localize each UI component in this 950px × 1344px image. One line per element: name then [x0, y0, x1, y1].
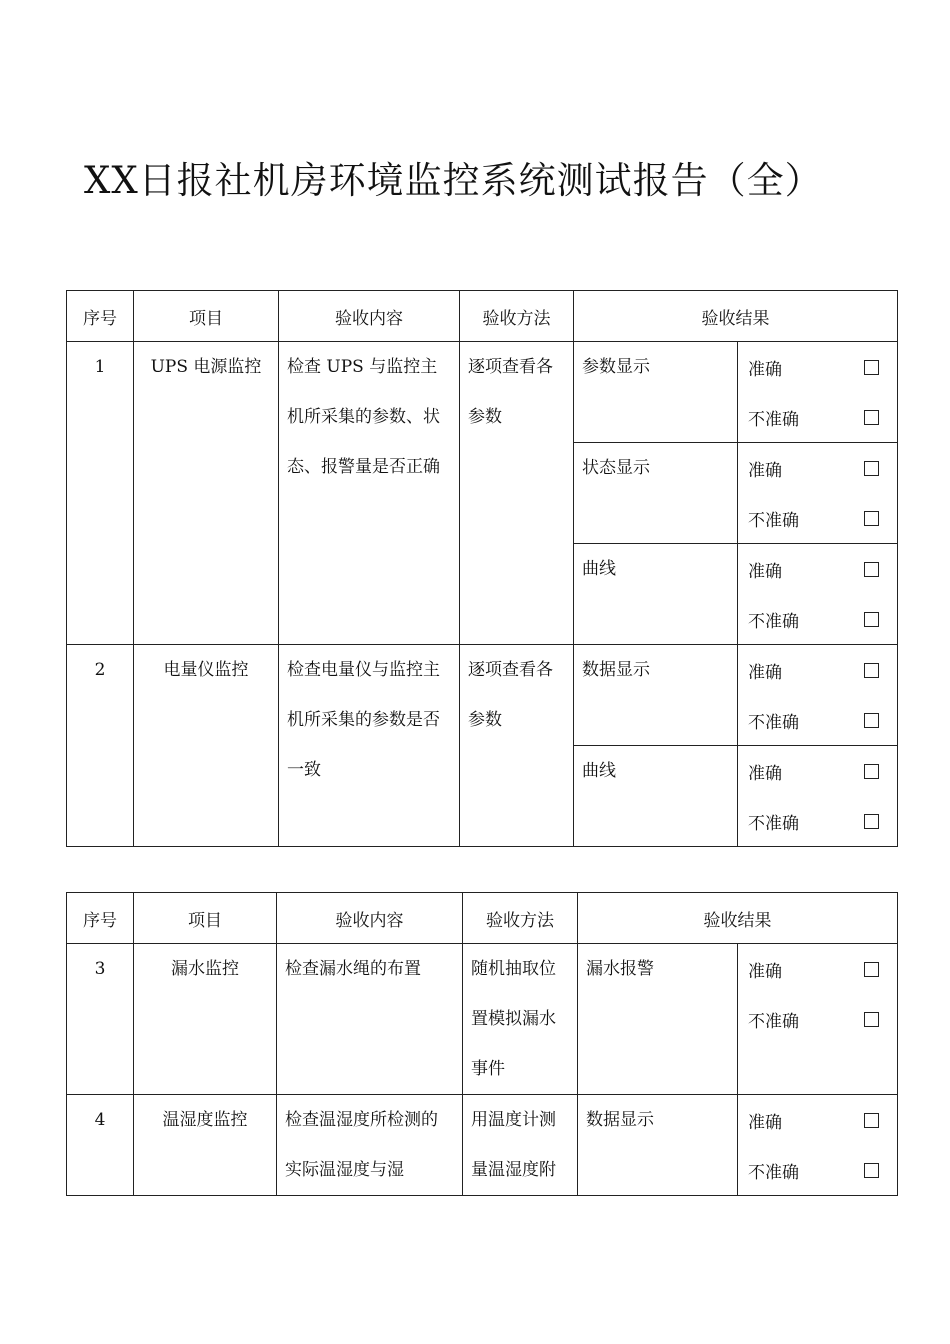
result-options-cell: [738, 443, 898, 544]
header-result: 验收结果: [574, 291, 898, 342]
result-label: 数据显示: [582, 660, 650, 680]
option-inaccurate[interactable]: [748, 796, 887, 846]
option-accurate[interactable]: [748, 944, 887, 994]
checkbox-icon[interactable]: [864, 1113, 879, 1128]
checkbox-icon[interactable]: [864, 1163, 879, 1178]
option-label: 准确: [748, 460, 782, 481]
method-cell: [460, 645, 574, 847]
row-number: 1: [94, 357, 106, 377]
option-inaccurate[interactable]: [748, 1145, 887, 1195]
result-label: 状态显示: [582, 458, 650, 478]
option-label: 不准确: [748, 611, 799, 632]
item-name: 电量仪监控: [163, 660, 249, 680]
header-content: 验收内容: [277, 893, 463, 944]
method-cell: [460, 342, 574, 645]
table-header-row: [67, 291, 898, 342]
item-cell: [134, 645, 279, 847]
result-label: 参数显示: [582, 357, 650, 377]
content-cell: [279, 645, 460, 847]
option-inaccurate[interactable]: [748, 392, 887, 442]
option-label: 不准确: [748, 1162, 799, 1183]
result-options-cell: [738, 944, 898, 1095]
header-no: 序号: [67, 893, 134, 944]
result-label: 曲线: [582, 559, 616, 579]
table-row: [67, 342, 898, 443]
option-accurate[interactable]: [748, 544, 887, 594]
option-accurate[interactable]: [748, 645, 887, 695]
row-number-cell: [67, 944, 134, 1095]
header-item: 项目: [134, 893, 277, 944]
checkbox-icon[interactable]: [864, 612, 879, 627]
table-row: [67, 1095, 898, 1196]
result-label-cell: [574, 544, 738, 645]
option-inaccurate[interactable]: [748, 594, 887, 644]
result-options-cell: [738, 342, 898, 443]
check-method: 用温度计测量温湿度附: [471, 1110, 556, 1180]
option-label: 不准确: [748, 409, 799, 430]
table-row: [67, 645, 898, 746]
option-accurate[interactable]: [748, 746, 887, 796]
option-label: 不准确: [748, 510, 799, 531]
header-item: 项目: [134, 291, 279, 342]
result-label: 数据显示: [586, 1110, 654, 1130]
item-cell: [134, 342, 279, 645]
checkbox-icon[interactable]: [864, 410, 879, 425]
checkbox-icon[interactable]: [864, 713, 879, 728]
result-label: 曲线: [582, 761, 616, 781]
option-label: 不准确: [748, 813, 799, 834]
result-options-cell: [738, 544, 898, 645]
check-content: 检查 UPS 与监控主机所采集的参数、状态、报警量是否正确: [287, 357, 440, 477]
acceptance-table-2: [66, 892, 898, 1196]
checkbox-icon[interactable]: [864, 814, 879, 829]
result-label: 漏水报警: [586, 959, 654, 979]
content-cell: [279, 342, 460, 645]
result-label-cell: [574, 342, 738, 443]
result-label-cell: [574, 645, 738, 746]
option-label: 不准确: [748, 712, 799, 733]
row-number-cell: [67, 342, 134, 645]
option-label: 准确: [748, 763, 782, 784]
check-method: 逐项查看各参数: [468, 660, 553, 730]
option-accurate[interactable]: [748, 443, 887, 493]
checkbox-icon[interactable]: [864, 764, 879, 779]
option-accurate[interactable]: [748, 1095, 887, 1145]
result-options-cell: [738, 746, 898, 847]
checkbox-icon[interactable]: [864, 511, 879, 526]
header-method: 验收方法: [460, 291, 574, 342]
result-options-cell: [738, 1095, 898, 1196]
option-label: 准确: [748, 359, 782, 380]
table-header-row: [67, 893, 898, 944]
method-cell: [463, 1095, 578, 1196]
option-label: 准确: [748, 1112, 782, 1133]
row-number: 4: [94, 1110, 106, 1130]
document-title: XX日报社机房环境监控系统测试报告（全）: [84, 159, 823, 202]
option-label: 准确: [748, 961, 782, 982]
header-result: 验收结果: [578, 893, 898, 944]
check-method: 逐项查看各参数: [468, 357, 553, 427]
header-no: 序号: [67, 291, 134, 342]
content-cell: [277, 1095, 463, 1196]
item-name: 温湿度监控: [162, 1110, 248, 1130]
result-label-cell: [578, 944, 738, 1095]
row-number: 2: [94, 660, 106, 680]
item-name: 漏水监控: [171, 959, 239, 979]
table-row: [67, 944, 898, 1095]
option-inaccurate[interactable]: [748, 994, 887, 1044]
option-accurate[interactable]: [748, 342, 887, 392]
item-cell: [134, 1095, 277, 1196]
content-cell: [277, 944, 463, 1095]
method-cell: [463, 944, 578, 1095]
row-number-cell: [67, 645, 134, 847]
header-content: 验收内容: [279, 291, 460, 342]
option-inaccurate[interactable]: [748, 493, 887, 543]
check-content: 检查漏水绳的布置: [285, 959, 421, 979]
row-number-cell: [67, 1095, 134, 1196]
option-label: 准确: [748, 662, 782, 683]
option-inaccurate[interactable]: [748, 695, 887, 745]
item-name: UPS 电源监控: [150, 357, 262, 377]
item-cell: [134, 944, 277, 1095]
check-method: 随机抽取位置模拟漏水事件: [471, 959, 556, 1079]
row-number: 3: [94, 959, 106, 979]
result-options-cell: [738, 645, 898, 746]
checkbox-icon[interactable]: [864, 461, 879, 476]
check-content: 检查温湿度所检测的实际温湿度与湿: [285, 1110, 438, 1180]
option-label: 不准确: [748, 1011, 799, 1032]
checkbox-icon[interactable]: [864, 562, 879, 577]
result-label-cell: [574, 746, 738, 847]
checkbox-icon[interactable]: [864, 663, 879, 678]
checkbox-icon[interactable]: [864, 962, 879, 977]
checkbox-icon[interactable]: [864, 360, 879, 375]
result-label-cell: [578, 1095, 738, 1196]
checkbox-icon[interactable]: [864, 1012, 879, 1027]
acceptance-table-1: [66, 290, 898, 847]
header-method: 验收方法: [463, 893, 578, 944]
check-content: 检查电量仪与监控主机所采集的参数是否一致: [287, 660, 440, 780]
result-label-cell: [574, 443, 738, 544]
option-label: 准确: [748, 561, 782, 582]
